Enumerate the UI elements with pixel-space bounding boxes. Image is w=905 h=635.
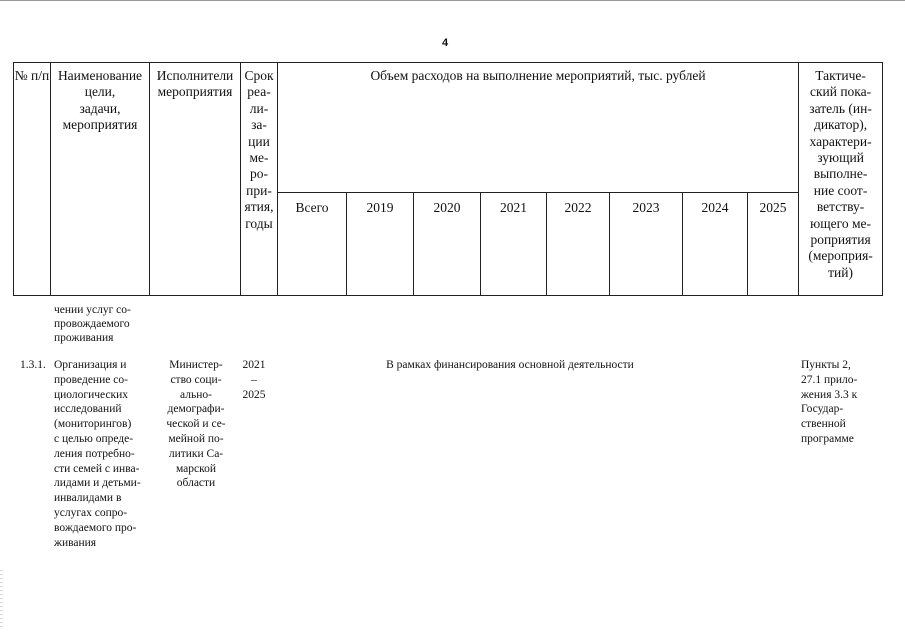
row-term: 2021 – 2025 — [242, 359, 266, 401]
row-executor: Министер- ство соци- ально- демографи- ческой и се- мейной по- литики Са- марской области — [166, 359, 226, 490]
col-year-2021: 2021 — [481, 193, 547, 296]
page-number: 4 — [441, 37, 449, 49]
col-year-2023: 2023 — [610, 193, 683, 296]
scan-edge-marks — [0, 570, 3, 630]
col-year-2020: 2020 — [414, 193, 481, 296]
top-rule — [0, 0, 905, 1]
row-financing: В рамках финансирования основной деятельности — [386, 359, 634, 371]
continuation-text: чении услуг со- провождаемого проживания — [54, 304, 131, 345]
col-expenses-header: Объем расходов на выполнение мероприятий, тыс. рублей — [278, 63, 799, 193]
col-year-2019: 2019 — [347, 193, 414, 296]
col-num-header: № п/п — [14, 63, 51, 296]
row-name: Организация и проведение со- циологических исследований (мониторингов) с целью опреде- ления потребно- сти семей с инва- лидами и детьми- инвалидами в услугах сопро- вождаемого про- живания — [54, 359, 141, 549]
row-indicator: Пункты 2, 27.1 прило- жения 3.3 к Государ- ственной программе — [801, 359, 858, 445]
col-year-2022: 2022 — [547, 193, 610, 296]
col-year-2024: 2024 — [683, 193, 748, 296]
col-name-header: Наименование цели, задачи, мероприятия — [51, 63, 150, 296]
col-executors-header: Исполнители мероприятия — [150, 63, 241, 296]
col-year-2025: 2025 — [748, 193, 799, 296]
table-header — [13, 62, 883, 296]
col-indicator-header: Тактиче- ский пока- затель (ин- дикатор), характери- зующий выполне- ние соот- ветству- ющего ме- роприятия (мероприя- тий) — [799, 63, 883, 296]
col-total-header: Всего — [278, 193, 347, 296]
row-number: 1.3.1. — [20, 359, 46, 371]
col-term-header: Срок реа- ли- за- ции ме- ро- при- ятия, годы — [241, 63, 278, 296]
